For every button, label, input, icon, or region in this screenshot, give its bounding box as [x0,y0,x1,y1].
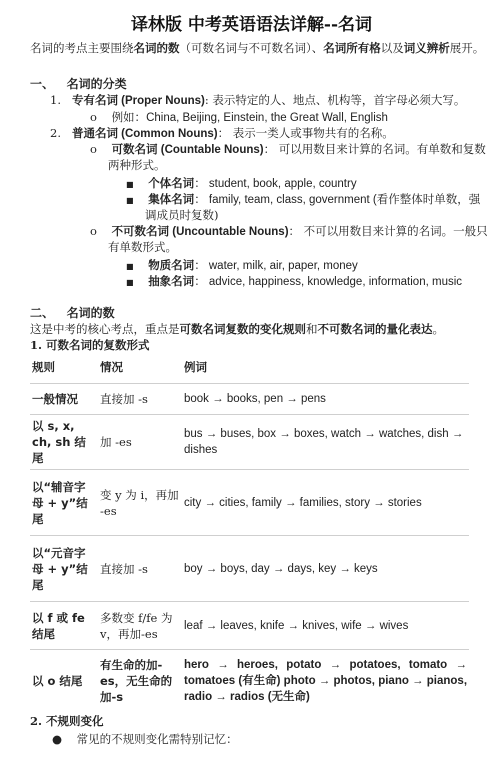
intro-text: （可数名词与不可数名词）、 [179,41,324,55]
intro-emphasis: 词义辨析 [403,41,450,55]
material-noun-examples: ： water, milk, air, paper, money [194,260,358,272]
subsection-2-heading: 2. 不规则变化 [30,714,104,728]
dot-bullet-icon: ● [52,732,63,746]
proper-noun-item [50,92,465,109]
circle-bullet-icon: o [90,110,97,124]
table-header-cell: 规则 [32,360,55,374]
irregular-bullet-item [52,731,238,747]
table-header-cell: 情况 [100,360,123,374]
case-cell: 变 y 为 i，再加 -es [98,470,182,536]
table-header-row [30,356,469,384]
example-cell: leaf → leaves, knife → knives, wife → wives [182,602,469,650]
proper-noun-example [90,109,388,126]
intro-emphasis: 可数名词复数的变化规则 [179,322,306,336]
section-number: 一、 [30,77,55,91]
common-noun-item [50,125,394,142]
collective-noun-label: 集体名词 [148,192,195,206]
case-cell: 直接加 -s [98,384,182,415]
collective-noun-cont: 调成员时复数) [145,208,219,222]
countable-desc: ： 可以用数目来计算的名词。有单数和复数 [263,142,486,156]
intro-emphasis: 名词的数 [133,41,180,55]
countable-desc-cont: 两种形式。 [108,158,166,172]
section-title: 名词的数 [66,306,115,320]
case-cell: 直接加 -s [98,536,182,602]
uncountable-desc: ： 不可以用数目来计算的名词。一般只 [288,224,488,238]
circle-bullet-icon: o [90,142,97,156]
material-noun-label: 物质名词 [148,258,195,272]
example-cell: city → cities, family → families, story → stories [182,470,469,536]
section-number: 二、 [30,306,55,320]
countable-item [90,141,486,158]
intro-emphasis: 名词所有格 [323,41,381,55]
table-row [30,384,469,415]
intro-text: 以及 [380,41,404,55]
rule-cell: 以 o 结尾 [30,650,98,712]
intro-text: 。 [432,322,444,336]
proper-noun-desc: : 表示特定的人、地点、机构等，首字母必须大写。 [204,93,466,107]
example-prefix: 例如： [111,110,147,124]
intro-text: 和 [306,322,318,336]
square-bullet-icon: ■ [126,262,134,271]
example-cell: hero → heroes, potato → potatoes, tomato → tomatoes (有生命) photo → photos, piano → pianos, radio → radios (无生命) [182,650,469,712]
example-cell: book → books, pen → pens [182,384,469,415]
example-words: China, Beijing, Einstein, the Great Wall, English [146,112,388,124]
table-row [30,470,469,536]
table-row [30,602,469,650]
countable-label: 可数名词 (Countable Nouns) [111,144,264,156]
abstract-noun-examples: ： advice, happiness, knowledge, information, music [194,276,463,288]
section-1-heading [30,76,127,92]
rule-cell: 以“辅音字母 + y”结尾 [30,470,98,536]
circle-bullet-icon: o [90,224,97,238]
common-noun-label: 普通名词 (Common Nouns) [71,128,218,140]
uncountable-item [90,223,488,240]
rule-cell: 以 f 或 fe 结尾 [30,602,98,650]
table-row [30,536,469,602]
example-cell: boy → boys, day → days, key → keys [182,536,469,602]
intro-text: 这是中考的核心考点，重点是 [30,322,180,336]
square-bullet-icon: ■ [126,196,134,205]
uncountable-label: 不可数名词 (Uncountable Nouns) [111,226,289,238]
rule-cell: 以 s, x, ch, sh 结尾 [30,415,98,470]
individual-noun-examples: ： student, book, apple, country [194,178,357,190]
common-noun-desc: ： 表示一类人或事物共有的名称。 [217,126,394,140]
table-row [30,415,469,470]
subsection-1-heading: 1. 可数名词的复数形式 [30,338,150,352]
square-bullet-icon: ■ [126,278,134,287]
uncountable-desc-cont: 有单数形式。 [108,240,177,254]
square-bullet-icon: ■ [126,180,134,189]
abstract-noun-item [126,273,462,291]
case-cell: 有生命的加-es，无生命的加-s [98,650,182,712]
section-2-heading [30,305,115,321]
intro-text: 名词的考点主要围绕 [30,41,134,55]
intro-text: 展开。 [449,41,485,55]
plural-rules-table [30,356,469,712]
abstract-noun-label: 抽象名词 [148,274,195,288]
irregular-bullet-text: 常见的不规则变化需特别记忆： [76,732,238,746]
case-cell: 多数变 f/fe 为 v，再加-es [98,602,182,650]
case-cell: 加 -es [98,415,182,470]
table-row [30,650,469,712]
list-number: 2. [50,126,61,140]
intro-paragraph [30,40,484,56]
collective-noun-examples: ： family, team, class, government (看作整体时单数，强 [194,194,481,206]
example-cell: bus → buses, box → boxes, watch → watches, dish → dishes [182,415,469,470]
section-title: 名词的分类 [66,77,127,91]
page-title: 译林版 中考英语语法详解--名词 [130,15,373,35]
section-2-intro [30,321,444,337]
intro-emphasis: 不可数名词的量化表达 [317,322,433,336]
individual-noun-label: 个体名词 [148,176,195,190]
list-number: 1. [50,93,61,107]
rule-cell: 以“元音字母 + y”结尾 [30,536,98,602]
table-header-cell: 例词 [184,360,207,374]
rule-cell: 一般情况 [30,384,98,415]
proper-noun-label: 专有名词 (Proper Nouns) [71,95,205,107]
